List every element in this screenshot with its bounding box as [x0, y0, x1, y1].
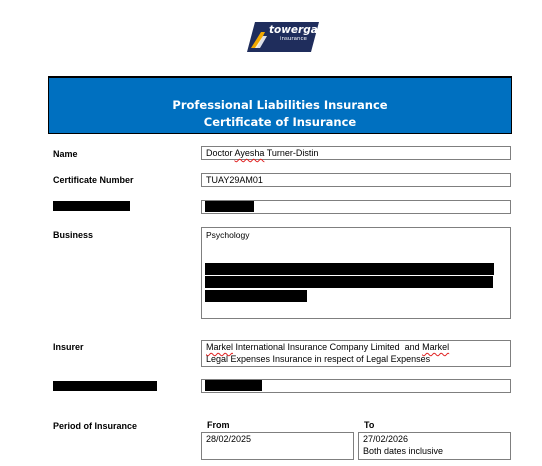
insurer-markel-2: Markel	[422, 342, 450, 352]
period-to-label: To	[364, 420, 375, 430]
name-label: Name	[53, 149, 78, 159]
insurer-field	[201, 340, 511, 367]
certificate-banner	[48, 78, 512, 134]
business-value: Psychology	[206, 230, 250, 240]
period-label: Period of Insurance	[53, 421, 138, 431]
name-first: Ayesha	[234, 148, 265, 158]
logo-wordmark: towergate	[269, 24, 330, 36]
period-from-field: 28/02/2025	[201, 432, 354, 460]
redacted-business-line-2	[205, 276, 493, 288]
towergate-logo	[247, 22, 330, 52]
period-from-label: From	[207, 420, 230, 430]
period-to-note: Both dates inclusive	[363, 445, 444, 456]
insurer-line2: Legal Expenses Insurance in respect of Legal Expenses	[206, 353, 431, 364]
name-prefix: Doctor	[206, 148, 235, 158]
certificate-number-field: TUAY29AM01	[201, 173, 511, 187]
redacted-business-line-3	[205, 290, 307, 302]
redacted-label-2	[53, 381, 157, 391]
banner-subtitle: Certificate of Insurance	[203, 115, 357, 129]
insurer-label: Insurer	[53, 342, 84, 352]
insurer-line1: International Insurance Company Limited and	[233, 342, 423, 352]
name-surname: Turner-Distin	[264, 148, 319, 158]
name-field	[201, 146, 511, 160]
redacted-business-line-1	[205, 263, 494, 275]
logo-tagline: insurance	[280, 36, 307, 42]
insurer-markel-1: Markel	[206, 342, 234, 352]
certificate-number-label: Certificate Number	[53, 175, 134, 185]
redacted-value-2	[205, 380, 262, 391]
redacted-value	[205, 201, 254, 212]
period-to-value: 27/02/2026	[363, 434, 409, 444]
business-label: Business	[53, 230, 94, 240]
banner-title: Professional Liabilities Insurance	[172, 98, 388, 112]
redacted-label	[53, 201, 130, 211]
period-to-field	[358, 432, 511, 460]
